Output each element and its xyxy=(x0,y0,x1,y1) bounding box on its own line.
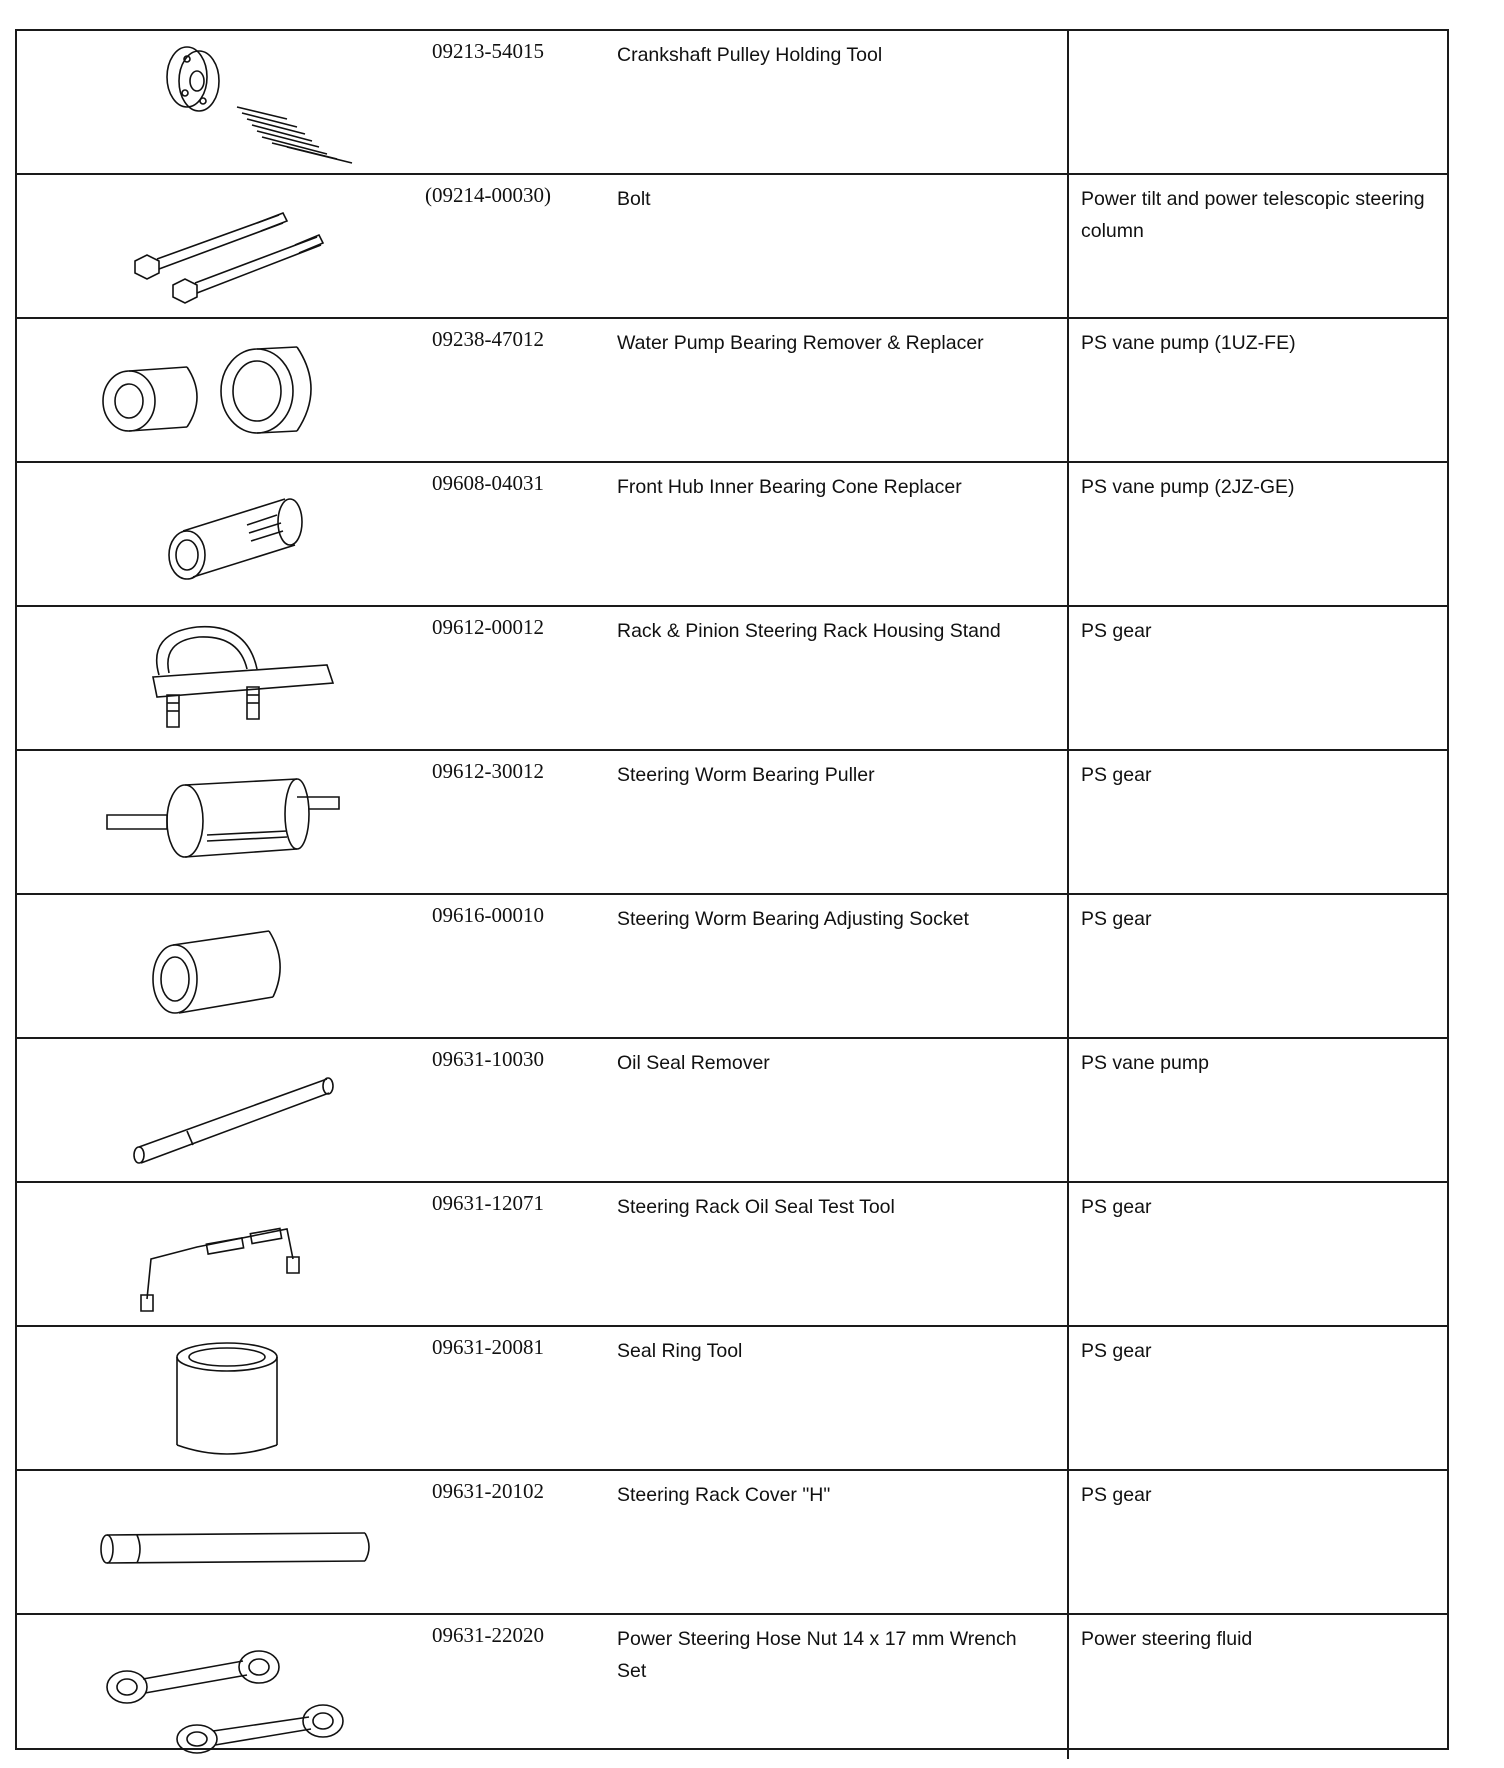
tool-name: Oil Seal Remover xyxy=(617,1052,770,1074)
wrench-set-icon xyxy=(47,1621,387,1753)
tool-name: Rack & Pinion Steering Rack Housing Stand xyxy=(617,620,1001,642)
part-number: 09238-47012 xyxy=(432,327,544,351)
column-divider xyxy=(1067,175,1069,317)
pulley-holding-tool-icon xyxy=(47,37,387,169)
table-row xyxy=(17,1039,1447,1183)
tool-name: Front Hub Inner Bearing Cone Replacer xyxy=(617,476,962,498)
part-number: 09631-20081 xyxy=(432,1335,544,1359)
tool-name: Power Steering Hose Nut 14 x 17 mm Wrench Set xyxy=(617,1628,1017,1682)
housing-stand-icon xyxy=(47,613,387,745)
table-row xyxy=(17,175,1447,319)
rack-cover-icon xyxy=(47,1477,387,1609)
bearing-remover-icon xyxy=(47,325,387,457)
tool-application: PS gear xyxy=(1081,1196,1152,1218)
table-row xyxy=(17,895,1447,1039)
tool-name: Steering Rack Cover "H" xyxy=(617,1484,831,1506)
column-divider xyxy=(1067,463,1069,605)
part-number: 09616-00010 xyxy=(432,903,544,927)
column-divider xyxy=(1067,751,1069,893)
part-number: 09631-12071 xyxy=(432,1191,544,1215)
tool-application: PS gear xyxy=(1081,1484,1152,1506)
tool-application: PS vane pump xyxy=(1081,1052,1209,1074)
column-divider xyxy=(1067,1327,1069,1469)
part-number: (09214-00030) xyxy=(425,183,551,207)
tool-name: Crankshaft Pulley Holding Tool xyxy=(617,44,883,66)
bearing-puller-icon xyxy=(47,757,387,889)
adjusting-socket-icon xyxy=(47,901,387,1033)
table-row xyxy=(17,1327,1447,1471)
tool-application: PS gear xyxy=(1081,620,1152,642)
tool-name: Steering Worm Bearing Puller xyxy=(617,764,875,786)
table-row xyxy=(17,463,1447,607)
tool-application: PS gear xyxy=(1081,908,1152,930)
table-row xyxy=(17,1471,1447,1615)
part-number: 09612-30012 xyxy=(432,759,544,783)
part-number: 09612-00012 xyxy=(432,615,544,639)
column-divider xyxy=(1067,319,1069,461)
oil-seal-remover-icon xyxy=(47,1045,387,1177)
tool-name: Steering Worm Bearing Adjusting Socket xyxy=(617,908,969,930)
special-service-tools-table xyxy=(15,29,1449,1750)
part-number: 09608-04031 xyxy=(432,471,544,495)
table-row xyxy=(17,31,1447,175)
tool-name: Water Pump Bearing Remover & Replacer xyxy=(617,332,984,354)
table-row xyxy=(17,1183,1447,1327)
column-divider xyxy=(1067,1471,1069,1613)
table-row xyxy=(17,319,1447,463)
part-number: 09631-10030 xyxy=(432,1047,544,1071)
tool-name: Bolt xyxy=(617,188,651,210)
part-number: 09631-20102 xyxy=(432,1479,544,1503)
table-row xyxy=(17,1615,1447,1759)
column-divider xyxy=(1067,607,1069,749)
tool-application: PS vane pump (1UZ-FE) xyxy=(1081,332,1296,354)
seal-test-tool-icon xyxy=(47,1189,387,1321)
column-divider xyxy=(1067,1039,1069,1181)
column-divider xyxy=(1067,31,1069,173)
table-row xyxy=(17,751,1447,895)
tool-application: PS gear xyxy=(1081,764,1152,786)
tool-application: PS gear xyxy=(1081,1340,1152,1362)
tool-application: PS vane pump (2JZ-GE) xyxy=(1081,476,1295,498)
tool-application: Power tilt and power telescopic steering column xyxy=(1081,188,1425,242)
tool-name: Seal Ring Tool xyxy=(617,1340,743,1362)
part-number: 09213-54015 xyxy=(432,39,544,63)
bearing-cone-replacer-icon xyxy=(47,469,387,601)
column-divider xyxy=(1067,895,1069,1037)
bolt-icon xyxy=(47,181,387,313)
column-divider xyxy=(1067,1615,1069,1759)
seal-ring-tool-icon xyxy=(47,1333,387,1465)
part-number: 09631-22020 xyxy=(432,1623,544,1647)
tool-name: Steering Rack Oil Seal Test Tool xyxy=(617,1196,895,1218)
table-row xyxy=(17,607,1447,751)
column-divider xyxy=(1067,1183,1069,1325)
tool-application: Power steering fluid xyxy=(1081,1628,1253,1650)
